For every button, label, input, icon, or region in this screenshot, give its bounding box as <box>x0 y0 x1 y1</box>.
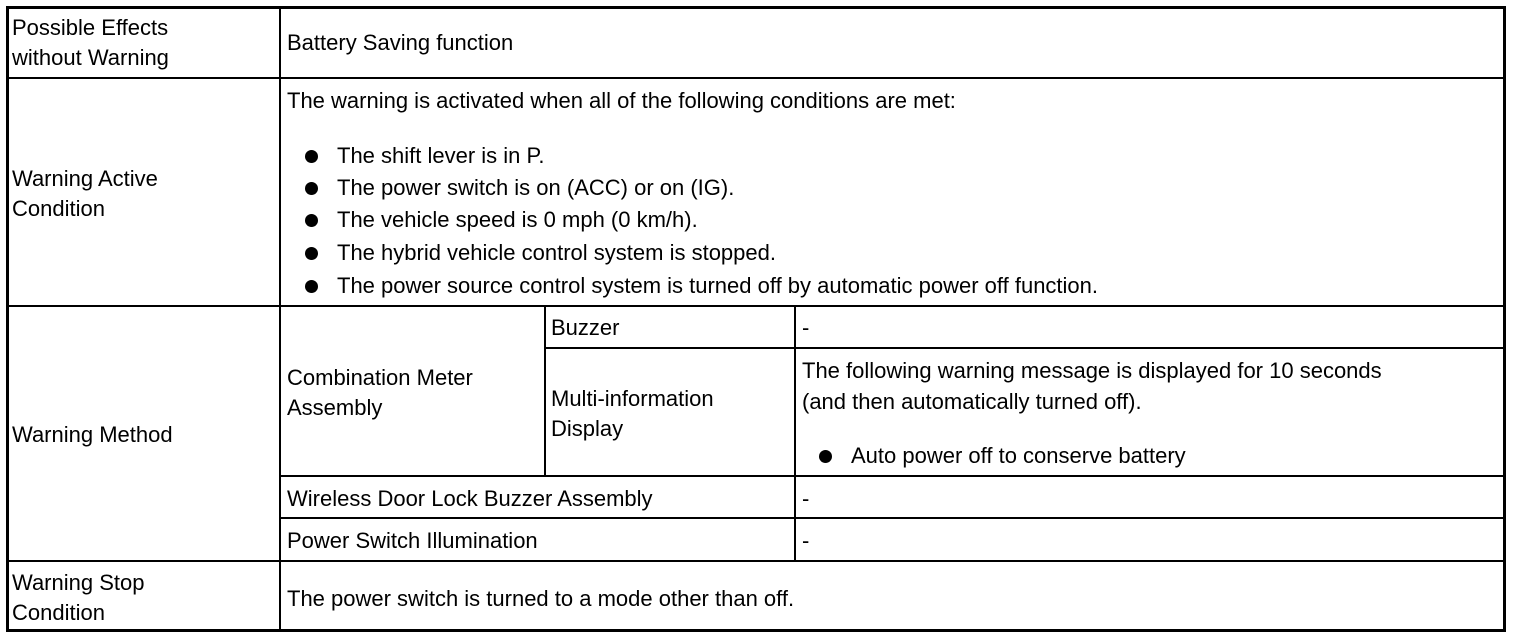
bullet-icon <box>819 450 832 463</box>
row-divider <box>6 305 1506 307</box>
buzzer-label: Buzzer <box>551 315 620 340</box>
bullet-icon <box>305 182 318 195</box>
active-intro: The warning is activated when all of the following conditions are met: <box>287 88 956 113</box>
effects-label-line2: without Warning <box>12 45 169 70</box>
effects-value: Battery Saving function <box>287 30 514 55</box>
illumination-value: - <box>802 528 810 553</box>
stop-label-line2: Condition <box>12 600 105 625</box>
wireless-label: Wireless Door Lock Buzzer Assembly <box>287 486 653 511</box>
bullet-icon <box>305 150 318 163</box>
condition-item: The power source control system is turned off by automatic power off function. <box>337 273 1099 298</box>
column-divider <box>544 305 546 476</box>
wireless-value: - <box>802 486 810 511</box>
active-label-line2: Condition <box>12 196 105 221</box>
column-divider <box>794 305 796 561</box>
display-label-line2: Display <box>551 416 624 441</box>
method-label: Warning Method <box>12 422 173 447</box>
sub-row-divider <box>280 475 1506 477</box>
meter-label-line1: Combination Meter <box>287 365 473 390</box>
active-label-line1: Warning Active <box>12 166 158 191</box>
bullet-icon <box>305 214 318 227</box>
column-divider <box>279 6 281 632</box>
bullet-icon <box>305 280 318 293</box>
buzzer-value: - <box>802 315 810 340</box>
row-divider <box>6 560 1506 562</box>
sub-row-divider <box>545 347 1506 349</box>
row-divider <box>6 77 1506 79</box>
condition-item: The shift lever is in P. <box>337 143 545 168</box>
condition-item: The hybrid vehicle control system is stopped. <box>337 240 776 265</box>
bullet-icon <box>305 247 318 260</box>
display-value-line1: The following warning message is displayed for 10 seconds <box>802 358 1382 383</box>
condition-item: The vehicle speed is 0 mph (0 km/h). <box>337 207 698 232</box>
effects-label-line1: Possible Effects <box>12 15 169 40</box>
meter-label-line2: Assembly <box>287 395 383 420</box>
condition-item: The power switch is on (ACC) or on (IG). <box>337 175 735 200</box>
display-label-line1: Multi-information <box>551 386 714 411</box>
display-message: Auto power off to conserve battery <box>851 443 1186 468</box>
sub-row-divider <box>280 517 1506 519</box>
illumination-label: Power Switch Illumination <box>287 528 538 553</box>
stop-label-line1: Warning Stop <box>12 570 145 595</box>
stop-value: The power switch is turned to a mode other than off. <box>287 586 795 611</box>
display-value-line2: (and then automatically turned off). <box>802 389 1142 414</box>
